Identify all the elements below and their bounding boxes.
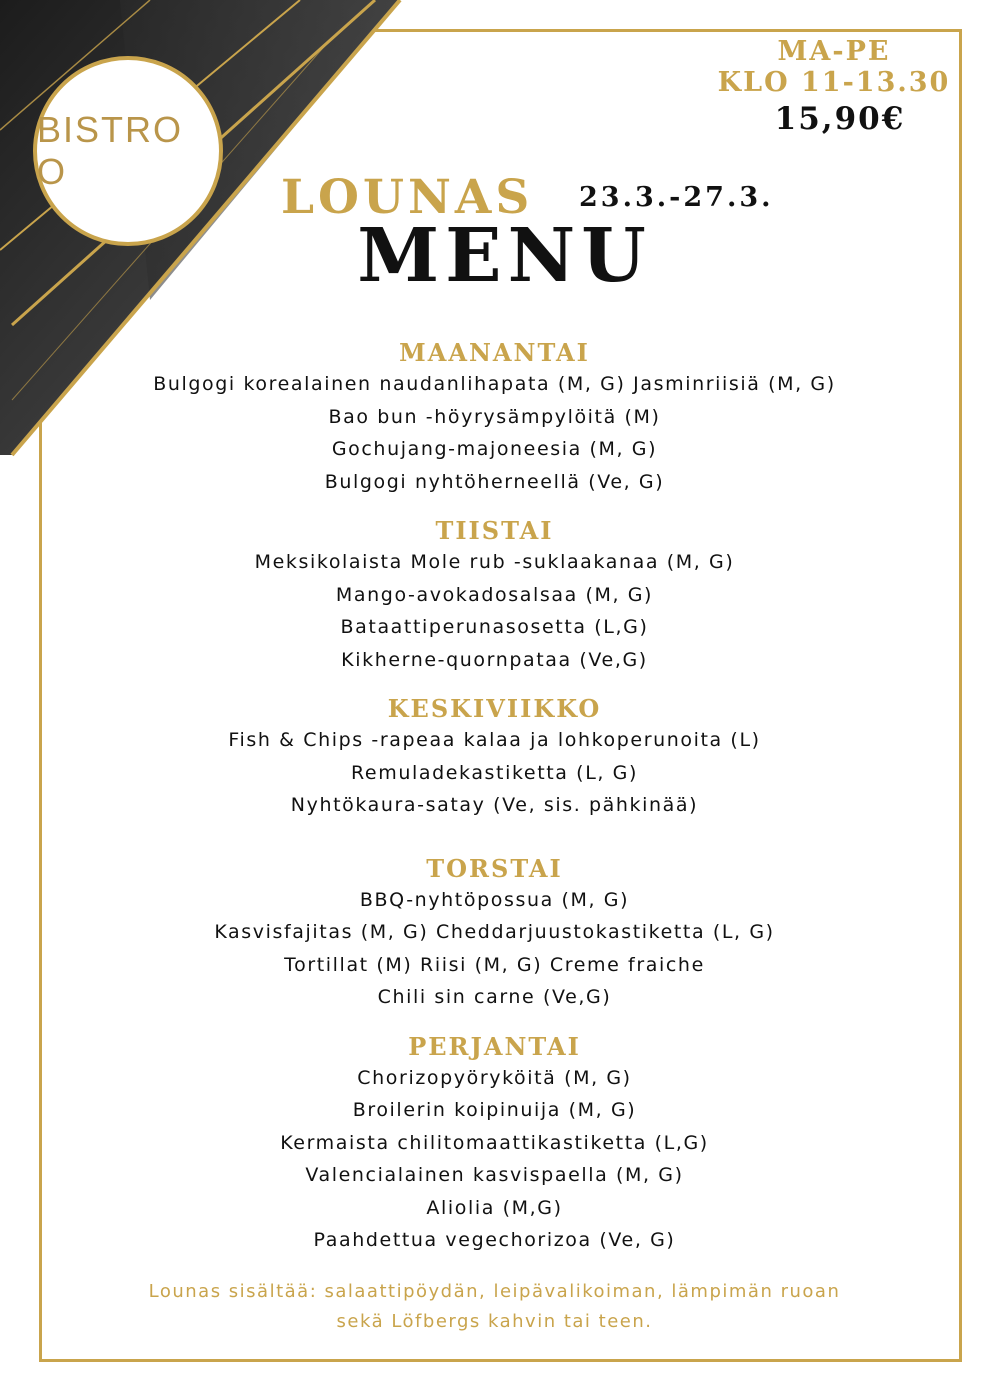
- dish-item: Bulgogi korealainen naudanlihapata (M, G) Jasminriisiä (M, G): [153, 373, 836, 395]
- dish-item: Meksikolaista Mole rub -suklaakanaa (M, G): [254, 551, 735, 573]
- day-friday: [0, 1032, 989, 1257]
- dish-item: Gochujang-majoneesia (M, G): [331, 438, 658, 460]
- lunch-price: 15,90€: [774, 101, 906, 137]
- logo-text: BISTRO O: [37, 109, 184, 192]
- dish-item: Kikherne-quornpataa (Ve,G): [341, 648, 648, 671]
- footer-line-2: sekä Löfbergs kahvin tai teen.: [336, 1311, 653, 1332]
- dish-item: Valencialainen kasvispaella (M, G): [305, 1164, 684, 1186]
- dish-item: Bataattiperunasosetta (L,G): [340, 616, 649, 638]
- date-range: 23.3.-27.3.: [579, 182, 774, 213]
- dish-item: Bao bun -höyrysämpylöitä (M): [328, 405, 661, 428]
- dish-item: Mango-avokadosalsaa (M, G): [335, 583, 654, 606]
- dish-item: Fish & Chips -rapeaa kalaa ja lohkoperunoita (L): [228, 729, 761, 751]
- day-wednesday: [0, 694, 989, 822]
- dish-item: Tortillat (M) Riisi (M, G) Creme fraiche: [284, 953, 705, 976]
- dish-item: Chorizopyöryköitä (M, G): [357, 1066, 632, 1089]
- dish-item: Broilerin koipinuija (M, G): [352, 1099, 637, 1121]
- dish-item: BBQ-nyhtöpossua (M, G): [359, 888, 630, 911]
- weekly-menu: [0, 338, 989, 1257]
- dish-item: Remuladekastiketta (L, G): [350, 761, 638, 784]
- title-menu: MENU: [357, 213, 652, 299]
- day-tuesday: [0, 516, 989, 676]
- footer-line-1: Lounas sisältää: salaattipöydän, leipävalikoiman, lämpimän ruoan: [148, 1281, 841, 1302]
- lunch-includes-note: [0, 1277, 989, 1337]
- opening-days: MA-PE: [777, 36, 891, 67]
- day-monday: [0, 338, 989, 498]
- opening-time: KLO 11-13.30: [717, 67, 951, 98]
- title-lounas: LOUNAS: [281, 170, 534, 225]
- dish-item: Chili sin carne (Ve,G): [377, 986, 612, 1008]
- dish-item: Aliolia (M,G): [426, 1196, 563, 1219]
- day-heading: TORSTAI: [426, 853, 563, 883]
- hours-info: [714, 36, 954, 137]
- day-heading: MAANANTAI: [399, 338, 590, 367]
- day-heading: PERJANTAI: [408, 1031, 581, 1061]
- day-thursday: [0, 854, 989, 1014]
- day-heading: KESKIVIIKKO: [387, 694, 602, 723]
- dish-item: Nyhtökaura-satay (Ve, sis. pähkinää): [290, 794, 699, 816]
- dish-item: Paahdettua vegechorizoa (Ve, G): [313, 1229, 676, 1251]
- day-heading: TIISTAI: [435, 516, 554, 545]
- dish-item: Bulgogi nyhtöherneellä (Ve, G): [324, 470, 665, 493]
- dish-item: Kermaista chilitomaattikastiketta (L,G): [280, 1131, 709, 1154]
- dish-item: Kasvisfajitas (M, G) Cheddarjuustokastiketta (L, G): [214, 921, 775, 943]
